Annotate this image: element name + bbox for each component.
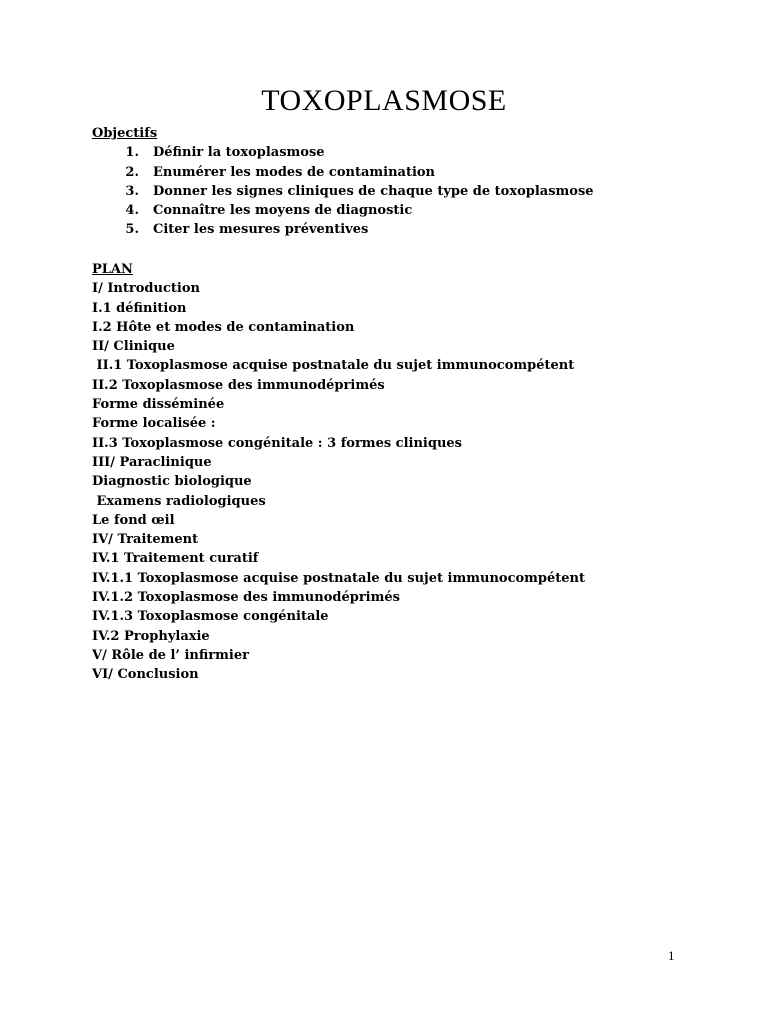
objective-text: Citer les mesures préventives [153,222,369,238]
objective-number: 4. [125,203,139,219]
plan-item: V/ Rôle de l’ infirmier [92,647,249,663]
plan-item: II/ Clinique [92,339,175,355]
plan-item: IV.1.3 Toxoplasmose congénitale [92,609,329,625]
plan-list [92,279,585,684]
plan-item: III/ Paraclinique [92,454,212,470]
plan-item: Examens radiologiques [92,493,266,509]
plan-item: IV.1.1 Toxoplasmose acquise postnatale du sujet immunocompétent [92,570,586,586]
plan-item: Le fond œil [92,512,175,528]
plan-item: VI/ Conclusion [92,667,199,683]
document-title: TOXOPLASMOSE [261,84,507,117]
objective-item [92,201,594,220]
plan-item: II.3 Toxoplasmose congénitale : 3 formes cliniques [92,435,462,451]
plan-item: Forme localisée : [92,416,216,432]
objective-number: 1. [125,145,139,161]
objective-item [92,220,594,239]
page-number: 1 [668,948,675,963]
objectives-section [92,124,594,240]
plan-item: I.1 définition [92,300,187,316]
objective-text: Donner les signes cliniques de chaque type de toxoplasmose [153,183,594,199]
plan-item: II.2 Toxoplasmose des immunodéprimés [92,377,385,393]
plan-item: IV.1 Traitement curatif [92,551,259,567]
plan-item: IV.2 Prophylaxie [92,628,210,644]
objective-item [92,163,594,182]
plan-item: I.2 Hôte et modes de contamination [92,319,355,335]
objective-text: Connaître les moyens de diagnostic [153,203,413,219]
objectives-list [92,143,594,239]
objective-number: 2. [125,164,139,180]
objective-text: Définir la toxoplasmose [153,145,325,161]
objective-text: Enumérer les modes de contamination [153,164,436,180]
plan-item: IV.1.2 Toxoplasmose des immunodéprimés [92,590,400,606]
objectives-heading: Objectifs [92,126,158,141]
plan-item: Diagnostic biologique [92,474,252,490]
objective-number: 5. [125,222,139,238]
objective-item [92,143,594,162]
plan-item: I/ Introduction [92,281,200,297]
plan-heading: PLAN [92,262,133,277]
plan-item: II.1 Toxoplasmose acquise postnatale du sujet immunocompétent [92,358,575,374]
plan-item: Forme disséminée [92,397,225,413]
objective-number: 3. [125,183,139,199]
plan-section [92,260,585,685]
objective-item [92,182,594,201]
plan-item: IV/ Traitement [92,532,199,548]
